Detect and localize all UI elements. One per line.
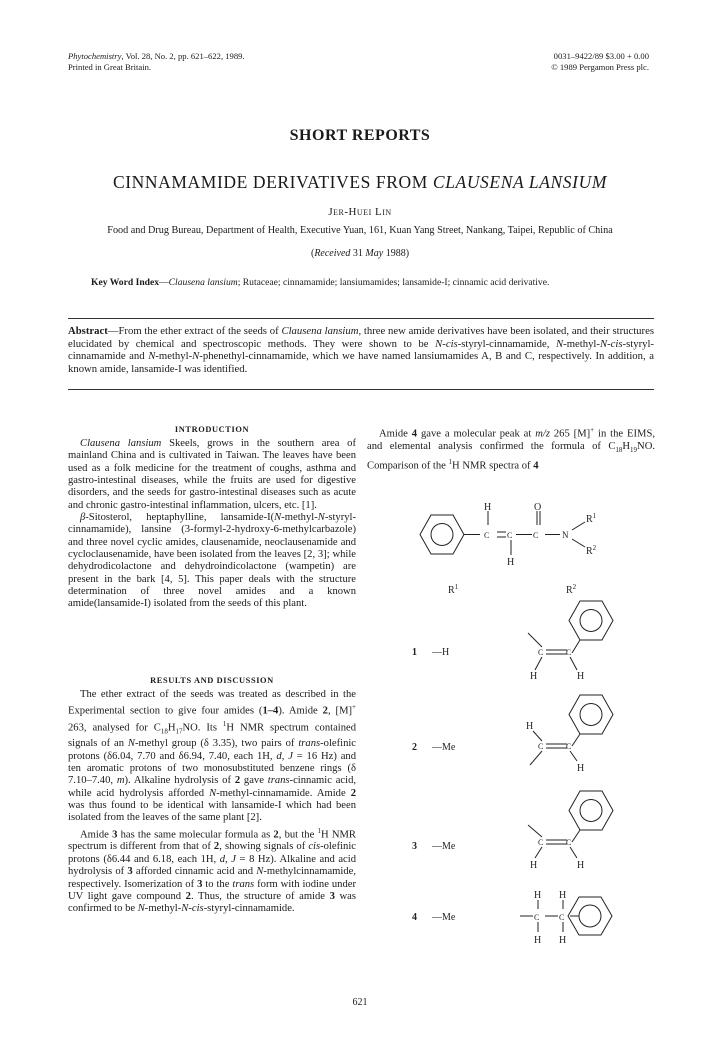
abstract-text: -phenethyl-cinnamamide, which we have named lansiumamides A, B and C, respectively. In addition, a known amide, lansamide-I was identified. <box>68 350 654 375</box>
results-text: -methyl group (δ 3.35), two pairs of <box>134 738 299 750</box>
atom-label: C <box>566 648 572 657</box>
journal-volume: , Vol. 28, No. 2, pp. 621–622, 1989. <box>121 51 245 61</box>
benzene-ring <box>420 515 464 554</box>
right-paragraph <box>367 424 655 473</box>
right-italic: m/z <box>535 428 550 440</box>
atom-label: C <box>566 742 572 751</box>
compound-ref: 4 <box>533 460 539 472</box>
compound-row-2 <box>412 695 613 774</box>
abstract <box>68 325 654 375</box>
compound-ref: 3 <box>329 890 335 902</box>
r1-value: —Me <box>432 742 456 753</box>
atom-label: H <box>530 671 538 682</box>
keyword-species: Clausena lansium <box>168 277 238 288</box>
subscript: 17 <box>175 727 183 736</box>
abstract-text: -methyl- <box>563 337 600 350</box>
abstract-species: Clausena lansium <box>281 325 359 337</box>
title-species: CLAUSENA LANSIUM <box>432 172 608 192</box>
atom-label: H <box>559 890 567 901</box>
bond <box>528 633 542 647</box>
atom-label: C <box>533 531 539 540</box>
keyword-dash: — <box>159 277 169 288</box>
right-column-text <box>367 424 655 473</box>
right-text: 265 [M] <box>549 428 591 440</box>
results-text: to the <box>202 878 233 890</box>
benzene-ring-circle <box>579 905 601 927</box>
compound-ref: 2 <box>234 775 241 787</box>
right-text: NO. Comparison of the <box>367 440 655 472</box>
atom-label: H <box>577 860 585 871</box>
results-text: was confirmed to be <box>68 890 356 915</box>
results-text: -cinnamic acid, while acid hydrolysis afforded <box>68 775 357 799</box>
benzene-ring-circle <box>580 800 602 822</box>
results-text: , <box>225 853 232 865</box>
results-text: 263, analysed for C <box>68 722 161 734</box>
results-italic: m <box>116 775 125 787</box>
results-text: -methyl-cinnamamide. Amide <box>216 787 351 799</box>
column-header-r2: $R^2$ <box>566 583 577 596</box>
results-italic: trans <box>298 738 321 750</box>
received-label: Received <box>314 248 351 259</box>
compound-ref: 2 <box>322 705 328 717</box>
intro-text: Skeels, grows in the southern area of mainland China and is cultivated in Taiwan. The leaves have been used as a folk medicine for the treatment of coughs, asthma and gastro-intestinal diseases, while the fruits are used for digestive disorders, and the seeds for gastro-intestinal diseases such as acute and chronic gastro-intestinal inflammation, ulcers, etc. [1]. <box>68 438 356 511</box>
intro-body <box>68 438 356 611</box>
title-text: CINNAMAMIDE DERIVATIVES FROM <box>112 172 433 192</box>
bond <box>533 731 542 741</box>
compound-ref: 4 <box>411 428 418 440</box>
results-text: , showing signals of <box>219 841 309 853</box>
page-number: 621 <box>352 997 368 1008</box>
benzene-ring-circle <box>580 704 602 726</box>
r2-label: $R^2$ <box>586 544 597 557</box>
abstract-text: -styryl-cinnamamide and <box>68 337 654 363</box>
bond <box>572 522 585 530</box>
bond <box>535 657 542 670</box>
compound-ref: 2 <box>273 829 279 841</box>
results-italic: N <box>209 787 217 799</box>
abstract-bottom-rule <box>68 389 654 390</box>
compound-ref: 3 <box>127 866 133 878</box>
bond <box>570 657 577 670</box>
superscript: + <box>352 703 356 712</box>
atom-label: C <box>559 913 565 922</box>
atom-label: H <box>534 890 542 901</box>
results-text: NO. Its <box>182 722 223 734</box>
results-text: afforded cinnamic acid and <box>132 866 257 878</box>
compound-row-1 <box>412 601 613 682</box>
r1-value: —Me <box>432 912 456 923</box>
intro-paragraph-1 <box>68 438 356 512</box>
results-text: Amide <box>80 829 113 841</box>
r1-label: $R^1$ <box>586 512 597 525</box>
bond <box>570 751 577 761</box>
results-text: H NMR spectrum is different from that of <box>68 829 357 853</box>
abstract-top-rule <box>68 318 654 319</box>
right-text: gave a molecular peak at <box>417 428 536 440</box>
abstract-text: , three new amide derivatives have been isolated, and their structures elucidated by chemical and spectroscopic methods. They were shown to be <box>68 325 654 350</box>
results-text: -olefinic protons (δ6.04, 7.70 and δ6.94, 7.40, each 1H, <box>68 738 357 762</box>
bond <box>528 825 542 837</box>
results-italic: cis <box>308 841 321 853</box>
intro-text: -methyl- <box>281 512 318 524</box>
results-italic: trans <box>267 775 290 787</box>
atom-label: C <box>534 913 540 922</box>
atom-label: H <box>530 860 538 871</box>
compound-number: 1 <box>412 647 417 658</box>
results-text: gave <box>240 775 268 787</box>
atom-label: H <box>507 557 515 568</box>
atom-label: H <box>526 721 534 732</box>
atom-label: C <box>538 838 544 847</box>
journal-citation <box>68 51 245 62</box>
results-text: , <box>281 750 289 762</box>
right-text: in the EIMS, and elemental analysis confirmed the formula of C <box>367 428 655 452</box>
received-date <box>0 248 720 259</box>
results-text: form with iodine under UV light gave compound <box>68 878 357 902</box>
compound-row-4 <box>412 890 612 946</box>
bond <box>530 751 542 765</box>
intro-heading: INTRODUCTION <box>174 425 250 434</box>
abstract-text: -methyl- <box>155 350 193 363</box>
results-italic: d <box>276 750 282 762</box>
compound-ref: 2 <box>213 841 220 853</box>
atom-label: C <box>484 531 490 540</box>
abstract-italic: N-cis <box>435 337 458 350</box>
results-italic: trans <box>232 878 255 890</box>
keyword-list: ; Rutaceae; cinnamamide; lansiumamides; lansamide-I; cinnamic acid derivative. <box>237 277 550 288</box>
results-text: , [M] <box>327 705 353 717</box>
r1-value: —H <box>432 647 450 658</box>
results-text: was thus found to be identical with lansamide-I which had been isolated from the leaves of the same plant [2]. <box>68 799 356 824</box>
atom-label: H <box>559 935 567 946</box>
results-text: ). Alkaline hydrolysis of <box>124 775 235 787</box>
right-text: H NMR spectra of <box>452 460 534 472</box>
section-title: SHORT REPORTS <box>289 127 431 144</box>
compound-number: 3 <box>412 841 417 852</box>
abstract-italic: N <box>148 350 156 363</box>
received-month: May <box>365 248 384 259</box>
article-title <box>0 172 720 193</box>
journal-name: Phytochemistry <box>68 51 122 61</box>
superscript: 1 <box>222 720 227 729</box>
bond <box>572 830 580 842</box>
keyword-label: Key Word Index <box>91 277 160 288</box>
structure-figure <box>370 495 660 965</box>
results-body <box>68 689 356 916</box>
results-italic: N <box>137 903 145 915</box>
atom-label: N <box>562 530 569 540</box>
intro-italic: N <box>274 512 282 524</box>
superscript: + <box>590 426 595 434</box>
superscript: 1 <box>317 826 321 835</box>
compound-number: 4 <box>412 912 417 923</box>
abstract-text: —From the ether extract of the seeds of <box>107 325 282 337</box>
benzene-ring <box>569 695 613 734</box>
abstract-italic: N <box>556 337 564 350</box>
issn: 0031–9422/89 $3.00 + 0.00 <box>553 51 649 61</box>
results-text: -methylcinnamamide, respectively. Isomerization of <box>68 866 356 890</box>
atom-label: H <box>484 502 492 513</box>
results-paragraph-2 <box>68 825 356 916</box>
results-text: has the same molecular formula as <box>117 829 274 841</box>
results-italic: N-cis <box>181 903 204 915</box>
superscript: 1 <box>448 458 453 467</box>
results-text: = 16 Hz) and ten aromatic protons of two monosubstituted benzene rings (δ 7.10–7.40, <box>68 750 357 787</box>
results-italic: d <box>219 853 226 865</box>
bond <box>572 640 580 653</box>
compound-ref: 3 <box>112 829 118 841</box>
atom-label: H <box>577 671 585 682</box>
intro-italic: β <box>80 512 86 524</box>
intro-text: -Sitosterol, heptaphylline, lansamide-I( <box>85 512 275 524</box>
compound-ref: 3 <box>197 878 203 890</box>
results-text: -olefinic protons (δ6.44 and 6.18, each 1H, <box>68 841 356 865</box>
received-year: 1988) <box>383 248 410 259</box>
results-italic: N <box>256 866 264 878</box>
benzene-ring-circle <box>431 524 453 546</box>
r1-value: —Me <box>432 841 456 852</box>
atom-label: H <box>577 763 585 774</box>
bond <box>570 847 577 858</box>
intro-paragraph-2 <box>68 512 356 611</box>
intro-species: Clausena lansium <box>80 438 162 449</box>
benzene-ring <box>569 791 613 830</box>
printed-note: Printed in Great Britain. <box>68 62 152 72</box>
atom-label: C <box>538 648 544 657</box>
results-text: , but the <box>278 829 318 841</box>
results-text: H NMR spectrum contained signals of an <box>68 722 357 750</box>
results-paragraph-1 <box>68 689 356 825</box>
subscript: 19 <box>630 445 638 454</box>
abstract-text: -styryl-cinnamamide, <box>457 337 557 350</box>
right-text: Amide <box>379 428 412 440</box>
column-header-r1: $R^1$ <box>448 583 459 596</box>
author: Jer-Huei Lin <box>328 206 392 218</box>
atom-label: C <box>507 531 513 540</box>
results-text: ). Amide <box>278 705 323 717</box>
results-italic: J <box>288 750 293 762</box>
subscript: 18 <box>615 445 623 454</box>
abstract-label: Abstract <box>68 325 108 337</box>
results-text: The ether extract of the seeds was treated as described in the Experimental section to give four amides ( <box>68 689 356 717</box>
results-heading: RESULTS AND DISCUSSION <box>150 676 274 685</box>
abstract-italic: N-cis <box>599 337 623 350</box>
bond <box>572 539 585 547</box>
bond <box>535 847 542 858</box>
atom-label: H <box>534 935 542 946</box>
received-open: ( <box>310 248 315 259</box>
compound-ref: 2 <box>350 787 356 799</box>
general-structure <box>420 502 597 568</box>
compound-ref: 2 <box>185 890 191 902</box>
atom-label: C <box>566 838 572 847</box>
intro-text: -styryl-cinnamamide), lansine (3-formyl-2-hydroxy-6-methylcarbazole) and three novel cyclic amides, clausenamide, neoclausenamide and cycloclausenamide, have been isolated from the leaves [2, 3]; while dehydrodicolactone and dehydroindicolactone (wampetin) are present in the bark [4, 5]. This paper deals with the structure determination of three novel amides and a known amide(lansamide-I) isolated from the seeds of this plant. <box>68 512 356 610</box>
bond <box>572 734 580 746</box>
results-text: -styryl-cinnamamide. <box>203 903 295 915</box>
benzene-ring-circle <box>580 610 602 632</box>
compound-ref: 1–4 <box>262 705 279 717</box>
right-text: H <box>622 440 631 452</box>
results-italic: N <box>127 738 135 750</box>
results-text: = 8 Hz). Alkaline and acid hydrolysis of <box>68 853 356 878</box>
received-day: 31 <box>350 248 366 259</box>
results-text: H <box>167 722 176 734</box>
intro-italic: N <box>317 512 325 524</box>
compound-row-3 <box>412 791 613 871</box>
results-italic: J <box>231 853 236 865</box>
atom-label: C <box>538 742 544 751</box>
results-text: . Thus, the structure of amide <box>190 890 330 902</box>
keyword-index <box>91 277 631 289</box>
benzene-ring <box>569 601 613 640</box>
compound-number: 2 <box>412 742 417 753</box>
copyright: © 1989 Pergamon Press plc. <box>551 62 649 72</box>
subscript: 18 <box>160 727 168 736</box>
abstract-italic: N <box>192 350 200 363</box>
results-text: -methyl- <box>144 903 182 915</box>
atom-label: O <box>534 502 542 513</box>
affiliation: Food and Drug Bureau, Department of Health, Executive Yuan, 161, Kuan Yang Street, Nankang, Taipei, Republic of China <box>107 225 613 236</box>
